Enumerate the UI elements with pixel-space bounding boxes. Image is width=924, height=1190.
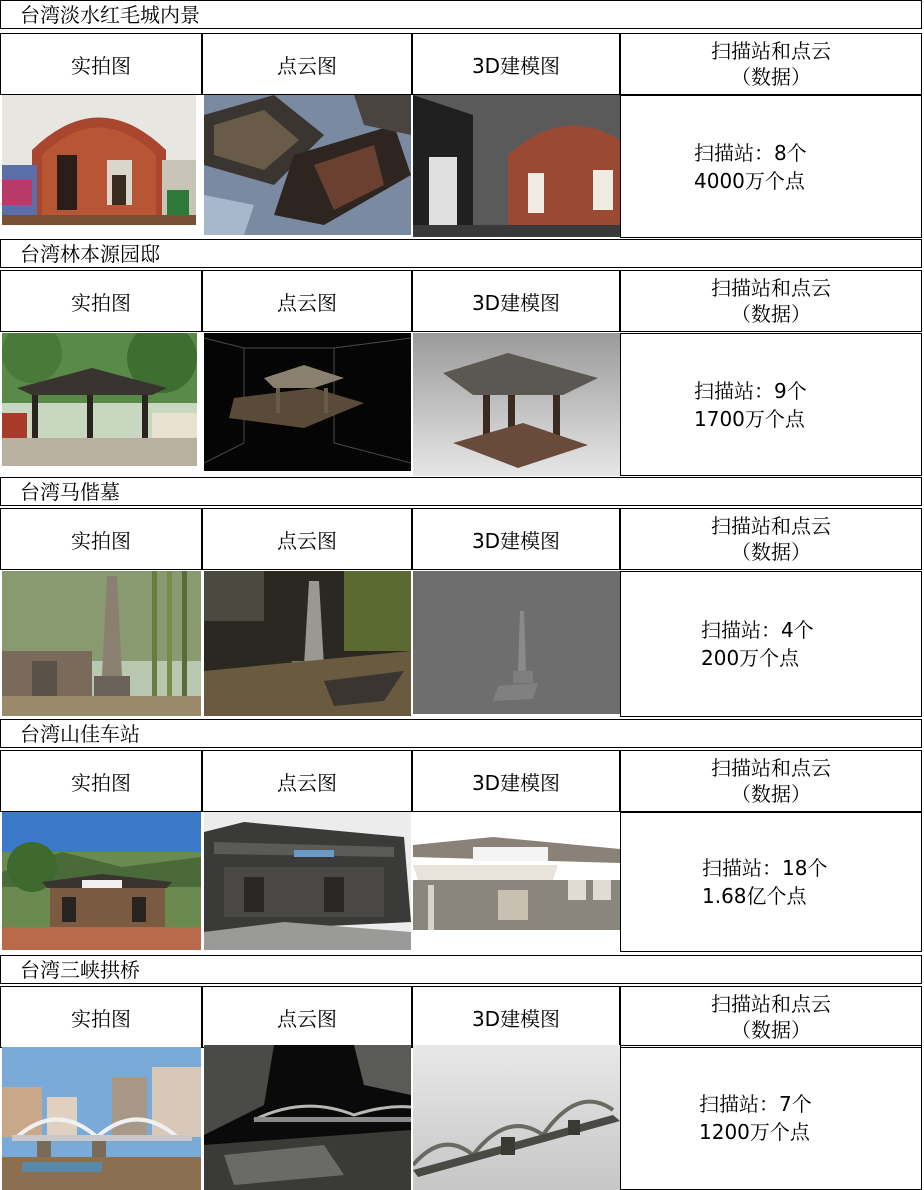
- pointcloud-column-header: 点云图: [202, 270, 412, 332]
- point-count: 1.68亿个点: [702, 884, 807, 908]
- data-header-line1: 扫描站和点云: [711, 756, 831, 780]
- data-header-line1: 扫描站和点云: [711, 39, 831, 63]
- data-header-line1: 扫描站和点云: [711, 276, 831, 300]
- 3d-model-image: [413, 1045, 620, 1190]
- photo-column-header: 实拍图: [0, 750, 202, 812]
- site-photo: [2, 333, 197, 466]
- pointcloud-column-header: 点云图: [202, 508, 412, 570]
- pointcloud-column-header: 点云图: [202, 33, 412, 95]
- pointcloud-image: [204, 812, 411, 950]
- site-photo: [2, 571, 201, 716]
- photo-column-header: 实拍图: [0, 33, 202, 95]
- model-column-header: 3D建模图: [412, 33, 620, 95]
- pointcloud-column-header: 点云图: [202, 986, 412, 1048]
- scan-stations: 扫描站：4个: [701, 618, 814, 642]
- scan-stations: 扫描站：8个: [694, 140, 807, 165]
- point-count: 4000万个点: [694, 168, 805, 193]
- data-column-header: [620, 750, 922, 812]
- data-header-line2: （数据）: [731, 540, 811, 564]
- data-column-header: [620, 986, 922, 1048]
- scan-data-cell: [620, 812, 922, 952]
- site-title: 台湾淡水红毛城内景: [0, 0, 922, 29]
- scan-data-cell: [620, 95, 922, 238]
- scan-data-cell: [620, 333, 922, 476]
- site-photo: [2, 812, 201, 950]
- model-column-header: 3D建模图: [412, 508, 620, 570]
- photo-column-header: 实拍图: [0, 270, 202, 332]
- scan-stations: 扫描站：7个: [699, 1091, 812, 1116]
- site-title: 台湾山佳车站: [0, 719, 922, 748]
- data-column-header: [620, 33, 922, 95]
- model-column-header: 3D建模图: [412, 270, 620, 332]
- data-header-line1: 扫描站和点云: [711, 992, 831, 1016]
- pointcloud-column-header: 点云图: [202, 750, 412, 812]
- point-count: 200万个点: [701, 646, 800, 670]
- point-count: 1700万个点: [694, 406, 805, 431]
- data-header-line1: 扫描站和点云: [711, 514, 831, 538]
- point-count: 1200万个点: [699, 1119, 810, 1144]
- 3d-model-image: [413, 835, 620, 932]
- 3d-model-image: [413, 571, 620, 714]
- data-header-line2: （数据）: [731, 782, 811, 806]
- data-header-line2: （数据）: [731, 1018, 811, 1042]
- model-column-header: 3D建模图: [412, 986, 620, 1048]
- scan-data-cell: [620, 1045, 922, 1190]
- scan-data-cell: [620, 571, 922, 717]
- data-header-line2: （数据）: [731, 302, 811, 326]
- site-title: 台湾三峡拱桥: [0, 955, 922, 984]
- data-column-header: [620, 270, 922, 332]
- pointcloud-image: [204, 333, 411, 471]
- site-title: 台湾马偕墓: [0, 477, 922, 506]
- photo-column-header: 实拍图: [0, 508, 202, 570]
- pointcloud-image: [204, 95, 411, 235]
- site-title: 台湾林本源园邸: [0, 239, 922, 268]
- 3d-model-image: [413, 95, 620, 237]
- scan-stations: 扫描站：18个: [702, 856, 828, 880]
- scan-stations: 扫描站：9个: [694, 378, 807, 403]
- site-photo: [2, 95, 196, 225]
- photo-column-header: 实拍图: [0, 986, 202, 1048]
- data-column-header: [620, 508, 922, 570]
- model-column-header: 3D建模图: [412, 750, 620, 812]
- site-photo: [2, 1047, 201, 1190]
- data-header-line2: （数据）: [731, 65, 811, 89]
- pointcloud-image: [204, 1045, 411, 1190]
- pointcloud-image: [204, 571, 411, 716]
- 3d-model-image: [413, 333, 620, 476]
